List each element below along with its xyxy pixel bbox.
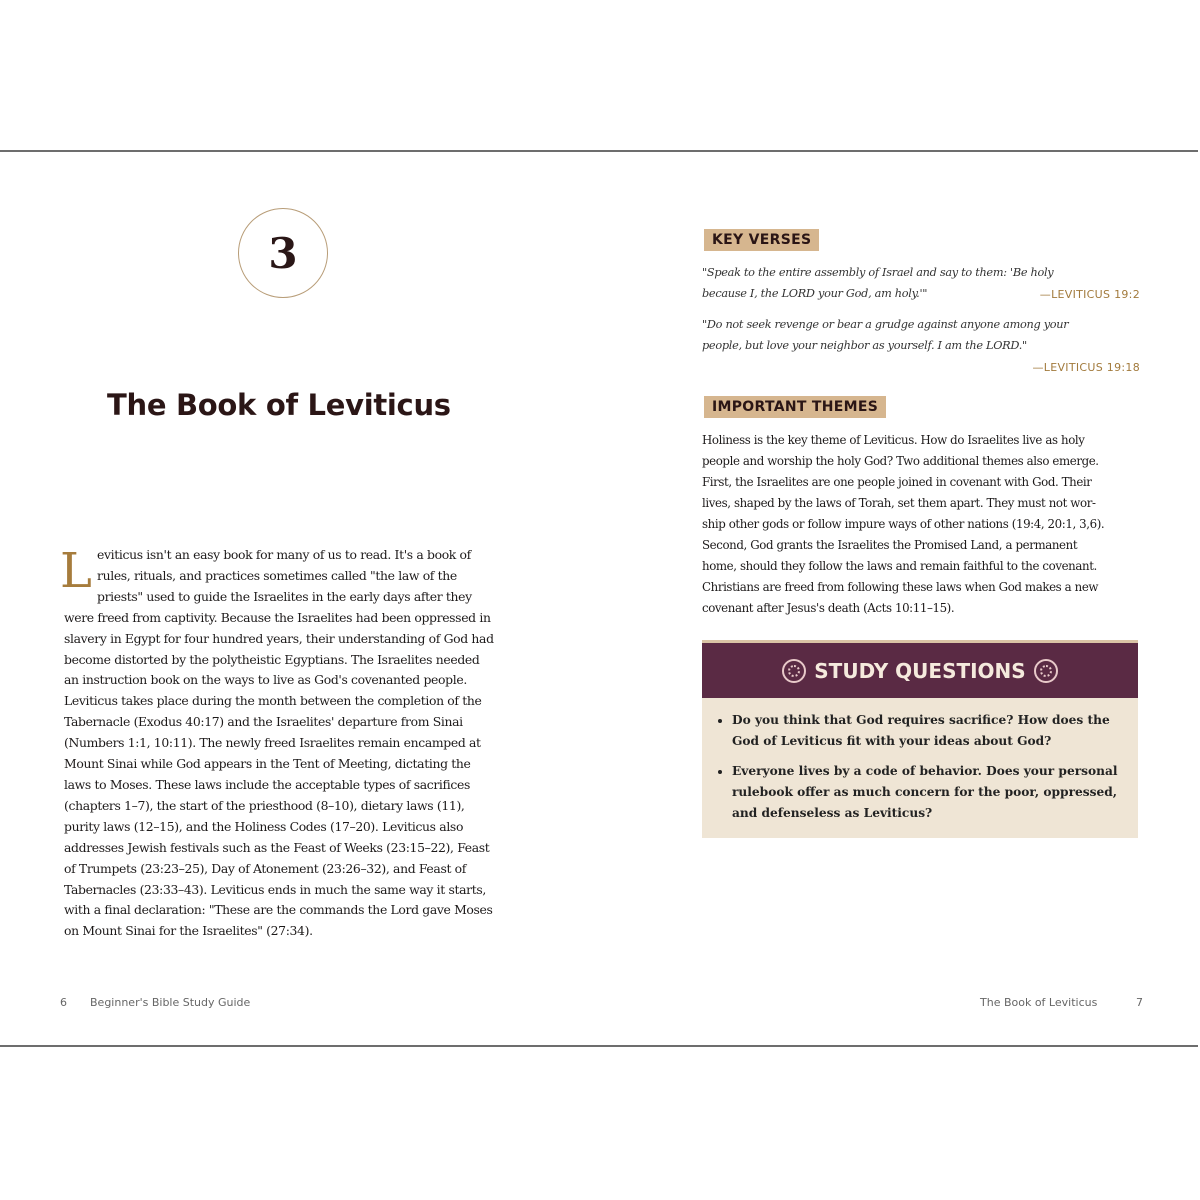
important-themes-label: IMPORTANT THEMES: [704, 396, 886, 418]
themes-line: home, should they follow the laws and remain faithful to the covenant.: [702, 559, 1097, 573]
verse-line: people, but love your neighbor as yourself. I am the LORD.": [702, 339, 1027, 352]
themes-line: ship other gods or follow impure ways of other nations (19:4, 20:1, 3,6).: [702, 517, 1105, 531]
body-line: were freed from captivity. Because the Israelites had been oppressed in: [64, 609, 491, 625]
study-questions-title: STUDY QUESTIONS: [814, 658, 1026, 683]
key-verse-2: [702, 314, 1142, 356]
drop-cap: L: [60, 543, 92, 599]
body-line: priests" used to guide the Israelites in the early days after they: [97, 588, 472, 604]
study-questions-header: [702, 640, 1138, 698]
chapter-number: 3: [238, 208, 328, 298]
body-line: an instruction book on the ways to live as God's covenanted people.: [64, 672, 467, 688]
themes-line: covenant after Jesus's death (Acts 10:11–15).: [702, 601, 955, 615]
rosette-icon: [1034, 659, 1058, 683]
verse-line: "Do not seek revenge or bear a grudge against anyone among your: [702, 318, 1069, 331]
body-line: eviticus isn't an easy book for many of us to read. It's a book of: [97, 547, 471, 562]
key-verses-label: KEY VERSES: [704, 229, 819, 251]
body-line: laws to Moses. These laws include the acceptable types of sacrifices: [64, 776, 470, 792]
question-line: and defenseless as Leviticus?: [732, 806, 933, 820]
body-line: Tabernacle (Exodus 40:17) and the Israelites' departure from Sinai: [64, 714, 463, 730]
themes-line: Christians are freed from following these laws when God makes a new: [702, 580, 1099, 594]
study-question: [732, 761, 1138, 824]
chapter-title: The Book of Leviticus: [107, 388, 451, 422]
body-line: become distorted by the polytheistic Egyptians. The Israelites needed: [64, 651, 480, 667]
verse-line: "Speak to the entire assembly of Israel and say to them: 'Be holy: [702, 266, 1054, 279]
verse-reference: —LEVITICUS 19:2: [1039, 288, 1140, 301]
body-line: (chapters 1–7), the start of the priesthood (8–10), dietary laws (11),: [64, 797, 465, 813]
verse-reference: —LEVITICUS 19:18: [1032, 361, 1140, 374]
body-line: Tabernacles (23:33–43). Leviticus ends in much the same way it starts,: [64, 881, 486, 897]
themes-line: people and worship the holy God? Two additional themes also emerge.: [702, 454, 1099, 468]
question-line: God of Leviticus fit with your ideas about God?: [732, 734, 1052, 748]
verse-line: because I, the LORD your God, am holy.'": [702, 287, 928, 300]
question-line: • Do you think that God requires sacrifice? How does the: [732, 713, 1110, 727]
running-head-left: Beginner's Bible Study Guide: [90, 996, 251, 1009]
body-line: addresses Jewish festivals such as the Feast of Weeks (23:15–22), Feast: [64, 839, 490, 855]
body-line: Mount Sinai while God appears in the Tent of Meeting, dictating the: [64, 756, 471, 772]
body-line: purity laws (12–15), and the Holiness Codes (17–20). Leviticus also: [64, 818, 464, 834]
page-number-right: 7: [1136, 996, 1143, 1009]
rosette-icon: [782, 659, 806, 683]
study-question: [732, 710, 1138, 752]
body-line: of Trumpets (23:23–25), Day of Atonement (23:26–32), and Feast of: [64, 860, 467, 876]
themes-line: Holiness is the key theme of Leviticus. How do Israelites live as holy: [702, 433, 1085, 447]
body-line: with a final declaration: "These are the commands the Lord gave Moses: [64, 902, 493, 918]
study-questions-box: [702, 640, 1138, 838]
body-line: on Mount Sinai for the Israelites" (27:34).: [64, 923, 313, 939]
body-text: [64, 545, 504, 942]
question-line: • Everyone lives by a code of behavior. Does your personal: [732, 764, 1118, 778]
question-line: rulebook offer as much concern for the poor, oppressed,: [732, 785, 1117, 799]
body-line: (Numbers 1:1, 10:11). The newly freed Israelites remain encamped at: [64, 735, 481, 751]
running-head-right: The Book of Leviticus: [980, 996, 1098, 1009]
themes-line: First, the Israelites are one people joined in covenant with God. Their: [702, 475, 1092, 489]
body-line: slavery in Egypt for four hundred years, their understanding of God had: [64, 630, 494, 646]
themes-text: [702, 430, 1104, 619]
body-line: Leviticus takes place during the month between the completion of the: [64, 693, 482, 709]
page-number-left: 6: [60, 996, 67, 1009]
question-list: [702, 710, 1138, 824]
themes-line: Second, God grants the Israelites the Promised Land, a permanent: [702, 538, 1078, 552]
body-line: rules, rituals, and practices sometimes called "the law of the: [97, 567, 457, 583]
themes-line: lives, shaped by the laws of Torah, set them apart. They must not wor-: [702, 496, 1096, 510]
